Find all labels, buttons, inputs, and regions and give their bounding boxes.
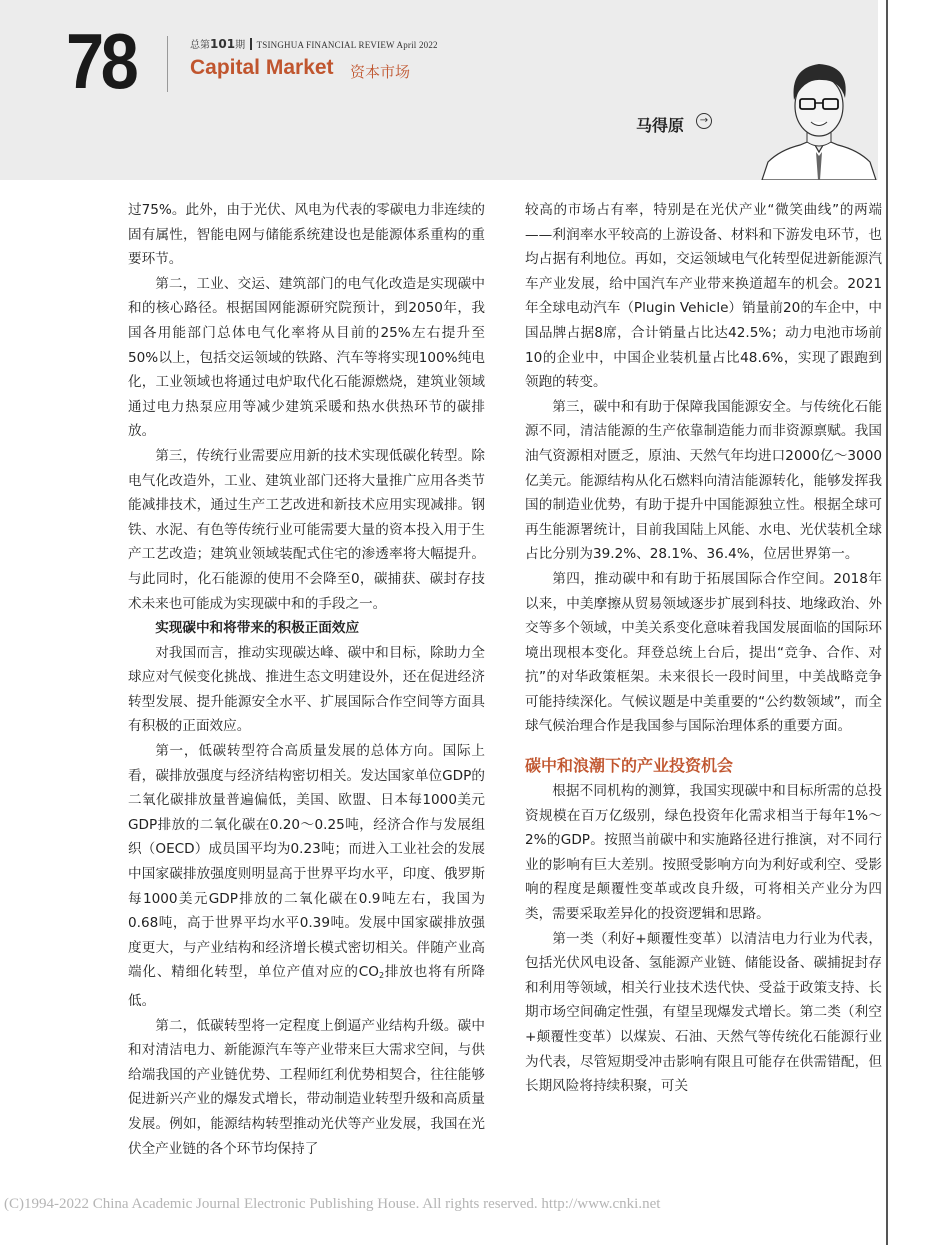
left-paragraph-5 [128,739,485,1014]
issue-suffix: 期 [235,40,246,51]
left-paragraph-4: 对我国而言，推动实现碳达峰、碳中和目标，除助力全球应对气候变化挑战、推进生态文明建设外，还在促进经济转型发展、提升能源安全水平、扩展国际合作空间等方面具有积极的正面效应。 [128,644,485,735]
issue-number: 101 [210,37,236,51]
left-paragraph-5-tail: 排放也将有所降低。 [128,964,485,1009]
right-paragraph-5: 第一类（利好+颠覆性变革）以清洁电力行业为代表，包括光伏风电设备、氢能源产业链、储能设备、碳捕捉封存和利用等领域，相关行业技术迭代快、受益于政策支持、长期市场空间确定性强，有望呈现爆发式增长。第二类（利空+颠覆性变革）以煤炭、石油、天然气等传统化石能源行业为代表，尽管短期受冲击影响有限且可能存在供需错配，但长期风险将持续积聚，可关 [525,930,882,1095]
header-right-strip [878,0,950,180]
author-name: 马得原 [636,116,685,135]
right-margin-rule [886,0,888,1245]
right-column [525,198,882,1099]
section-title-en: Capital Market [190,56,334,79]
right-paragraph-4: 根据不同机构的测算，我国实现碳中和目标所需的总投资规模在百万亿级别，绿色投资年化需求相当于每年1%～2%的GDP。按照当前碳中和实施路径进行推演，对不同行业的影响有巨大差别。按照受影响方向为利好或利空、受影响的程度是颠覆性变革或改良升级，可将相关产业分为四类，需要采取差异化的投资逻辑和思路。 [525,783,882,923]
left-paragraph-1: 过75%。此外，由于光伏、风电为代表的零碳电力非连续的固有属性，智能电网与储能系统建设也是能源体系重构的重要环节。 [128,202,485,268]
right-section-heading: 碳中和浪潮下的产业投资机会 [525,756,734,776]
author-portrait [760,50,878,180]
issue-prefix: 总第 [190,40,210,51]
left-paragraph-3: 第三，传统行业需要应用新的技术实现低碳化转型。除电气化改造外，工业、建筑业部门还将大量推广应用各类节能减排技术，通过生产工艺改进和新技术应用实现减排。钢铁、水泥、有色等传统行业可能需要大量的资本投入用于生产工艺改造；建筑业领域装配式住宅的渗透率将大幅提升。与此同时，化石能源的使用不会降至0，碳捕获、碳封存技术未来也可能成为实现碳中和的手段之一。 [128,447,485,612]
right-paragraph-1: 较高的市场占有率，特别是在光伏产业“微笑曲线”的两端——利润率水平较高的上游设备、材料和下游发电环节，也均占据有利地位。再如，交运领域电气化转型促进新能源汽车产业发展，给中国汽车产业带来换道超车的机会。2021年全球电动汽车（Plugin Vehicle）销量前20的车企中，中国品牌占据8席，合计销量占比达42.5%；动力电池市场前10的企业中，中国企业装机量占比48.6%，实现了跟跑到领跑的转变。 [525,202,882,391]
issue-separator [250,38,252,50]
journal-name: TSINGHUA FINANCIAL REVIEW April 2022 [256,40,438,50]
co2-subscript: 2 [378,971,385,981]
issue-info [190,36,438,51]
left-paragraph-2: 第二，工业、交运、建筑部门的电气化改造是实现碳中和的核心路径。根据国网能源研究院预计，到2050年，我国各用能部门总体电气化率将从目前的25%左右提升至50%以上，包括交运领域的铁路、汽车等将实现100%纯电化，工业领域也将通过电炉取代化石能源燃烧，建筑业领域通过电力热泵应用等减少建筑采暖和热水供热环节的碳排放。 [128,275,485,440]
right-paragraph-3: 第四，推动碳中和有助于拓展国际合作空间。2018年以来，中美摩擦从贸易领域逐步扩展到科技、地缘政治、外交等多个领域，中美关系变化意味着我国发展面临的国际环境出现根本变化。拜登总统上台后，提出“竞争、合作、对抗”的对华政策框架。未来很长一段时间里，中美战略竞争可能持续深化。气候议题是中美重要的“公约数领域”，而全球气候治理合作是我国参与国际治理体系的重要方面。 [525,570,882,735]
arrow-circle-icon: → [696,113,712,129]
left-subheading: 实现碳中和将带来的积极正面效应 [155,620,360,637]
page-number: 78 [66,17,136,105]
right-paragraph-2: 第三，碳中和有助于保障我国能源安全。与传统化石能源不同，清洁能源的生产依靠制造能力而非资源禀赋。我国油气资源相对匮乏，原油、天然气年均进口2000亿～3000亿美元。能源结构从化石燃料向清洁能源转化，能够发挥我国的制造业优势，有助于提升中国能源独立性。根据全球可再生能源署统计，目前我国陆上风能、水电、光伏装机全球占比分别为39.2%、28.1%、36.4%，位居世界第一。 [525,398,882,563]
header-divider [167,36,168,92]
left-column [128,198,485,1161]
copyright-footer: (C)1994-2022 China Academic Journal Electronic Publishing House. All rights reserved. http://www.cnki.net [4,1196,661,1212]
section-title-cn: 资本市场 [350,63,411,81]
left-paragraph-5-body: 第一，低碳转型符合高质量发展的总体方向。国际上看，碳排放强度与经济结构密切相关。发达国家单位GDP的二氧化碳排放量普遍偏低，美国、欧盟、日本每1000美元GDP排放的二氧化碳在0.20～0.25吨，经济合作与发展组织（OECD）成员国平均为0.23吨；而进入工业社会的发展中国家碳排放强度则明显高于世界平均水平，印度、俄罗斯每1000美元GDP排放的二氧化碳在0.9吨左右，我国为0.68吨，高于世界平均水平0.39吨。发展中国家碳排放强度更大，与产业结构和经济增长模式密切相关。伴随产业高端化、精细化转型，单位产值对应的CO [128,743,485,981]
left-paragraph-6: 第二，低碳转型将一定程度上倒逼产业结构升级。碳中和对清洁电力、新能源汽车等产业带来巨大需求空间，与供给端我国的产业链优势、工程师红利优势相契合，往往能够促进新兴产业的爆发式增长，带动制造业转型升级和高质量发展。例如，能源结构转型推动光伏等产业发展，我国在光伏全产业链的各个环节均保持了 [128,1017,485,1157]
